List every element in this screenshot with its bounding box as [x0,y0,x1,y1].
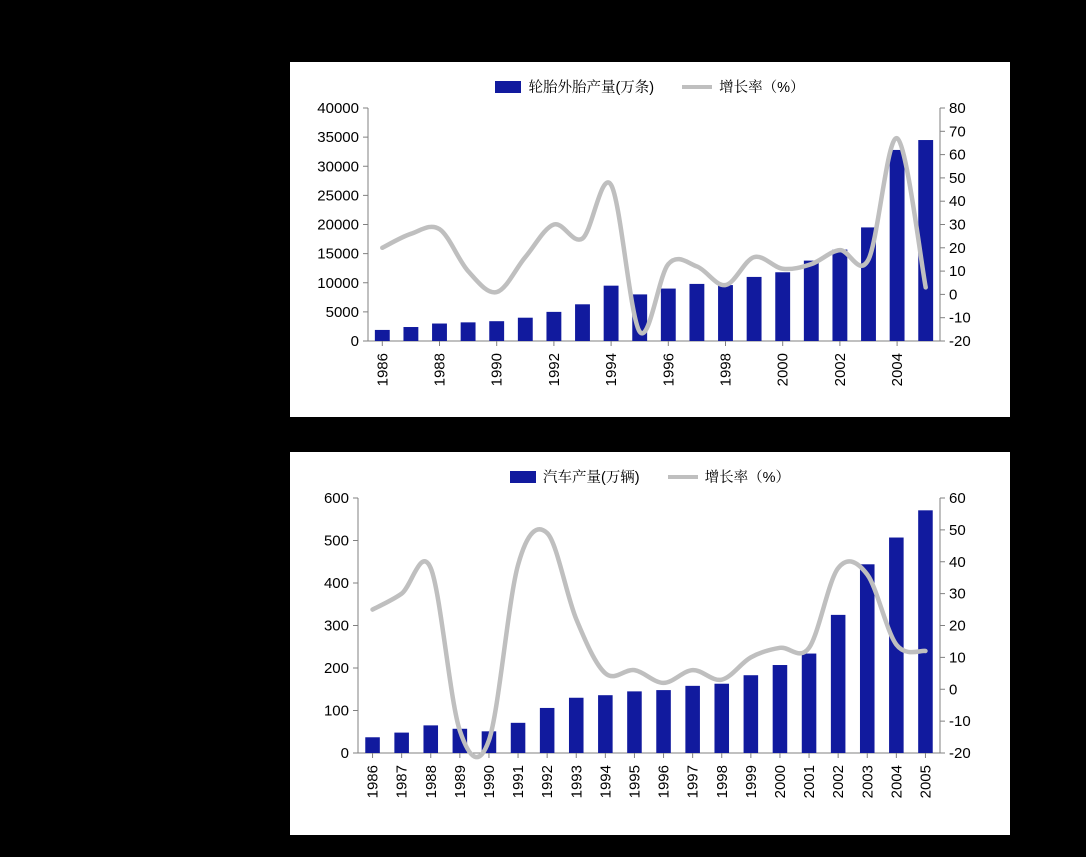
svg-text:1992: 1992 [545,353,563,387]
svg-text:2004: 2004 [888,765,906,799]
svg-text:1987: 1987 [393,765,411,799]
svg-text:0: 0 [350,333,359,350]
svg-text:5000: 5000 [325,303,359,321]
svg-text:1998: 1998 [713,765,731,799]
legend-swatch-line-icon [668,475,698,479]
svg-text:15000: 15000 [317,245,359,263]
svg-text:600: 600 [323,490,349,507]
chart-svg-auto-output [290,490,1010,835]
svg-text:35000: 35000 [317,129,359,147]
svg-text:30: 30 [949,216,966,234]
svg-text:70: 70 [949,123,966,141]
svg-text:1997: 1997 [684,765,702,799]
svg-text:400: 400 [323,575,349,592]
legend-item-line [682,76,804,97]
svg-text:1989: 1989 [451,765,469,799]
svg-text:2004: 2004 [889,353,907,387]
svg-text:10000: 10000 [317,274,359,292]
svg-text:100: 100 [323,702,349,720]
chart-legend [290,76,1010,97]
svg-text:1992: 1992 [539,765,557,799]
legend-item-line [668,466,790,487]
svg-text:1986: 1986 [374,353,392,387]
chart-card-auto-output [290,452,1010,835]
svg-text:40000: 40000 [317,100,359,117]
svg-text:1990: 1990 [480,765,498,799]
svg-text:2002: 2002 [830,765,848,799]
plot-area [290,100,1010,417]
svg-text:0: 0 [949,286,958,304]
svg-text:200: 200 [323,660,349,677]
svg-text:1988: 1988 [431,353,449,387]
svg-text:1996: 1996 [660,353,678,387]
svg-text:1990: 1990 [488,353,506,387]
svg-text:2000: 2000 [771,765,789,799]
svg-text:2003: 2003 [859,765,877,799]
svg-text:0: 0 [340,745,349,762]
svg-text:1994: 1994 [597,765,615,799]
legend-label-bar: 汽车产量(万辆) [542,470,640,486]
svg-text:80: 80 [949,100,966,117]
svg-text:1991: 1991 [510,765,528,799]
svg-text:-10: -10 [949,713,971,731]
legend-label-line: 增长率（%） [704,470,791,486]
legend-label-line: 增长率（%） [719,80,805,96]
legend-swatch-line-icon [682,85,712,89]
svg-text:1998: 1998 [717,353,735,387]
svg-text:25000: 25000 [317,187,359,205]
svg-text:60: 60 [949,490,966,507]
svg-text:30: 30 [949,585,966,603]
svg-text:20: 20 [949,617,966,635]
svg-text:40: 40 [949,193,966,211]
svg-text:10: 10 [949,263,966,281]
svg-text:20: 20 [949,239,966,257]
legend-item-bar [510,466,640,487]
legend-item-bar [495,76,654,97]
svg-text:2000: 2000 [774,353,792,387]
svg-text:-10: -10 [949,309,971,327]
legend-swatch-bar-icon [495,81,521,93]
svg-text:50: 50 [949,521,966,539]
svg-text:500: 500 [323,532,349,550]
chart-card-tire-output [290,62,1010,417]
chart-svg-tire-output [290,100,1010,417]
legend-label-bar: 轮胎外胎产量(万条) [528,80,655,96]
svg-text:60: 60 [949,146,966,164]
svg-text:20000: 20000 [317,216,359,234]
legend-swatch-bar-icon [510,471,536,483]
svg-text:30000: 30000 [317,158,359,176]
svg-text:50: 50 [949,169,966,187]
svg-text:-20: -20 [949,333,971,350]
svg-text:300: 300 [323,617,349,635]
svg-text:1988: 1988 [422,765,440,799]
svg-text:1994: 1994 [603,353,621,387]
svg-text:40: 40 [949,553,966,571]
svg-text:2005: 2005 [917,765,935,799]
svg-text:1995: 1995 [626,765,644,799]
svg-text:0: 0 [949,681,958,699]
svg-text:1996: 1996 [655,765,673,799]
svg-text:2002: 2002 [831,353,849,387]
svg-text:1993: 1993 [568,765,586,799]
chart-legend [290,466,1010,487]
svg-text:1986: 1986 [364,765,382,799]
svg-text:1999: 1999 [742,765,760,799]
svg-text:2001: 2001 [801,765,819,799]
svg-text:-20: -20 [949,745,971,762]
svg-text:10: 10 [949,649,966,667]
plot-area [290,490,1010,835]
